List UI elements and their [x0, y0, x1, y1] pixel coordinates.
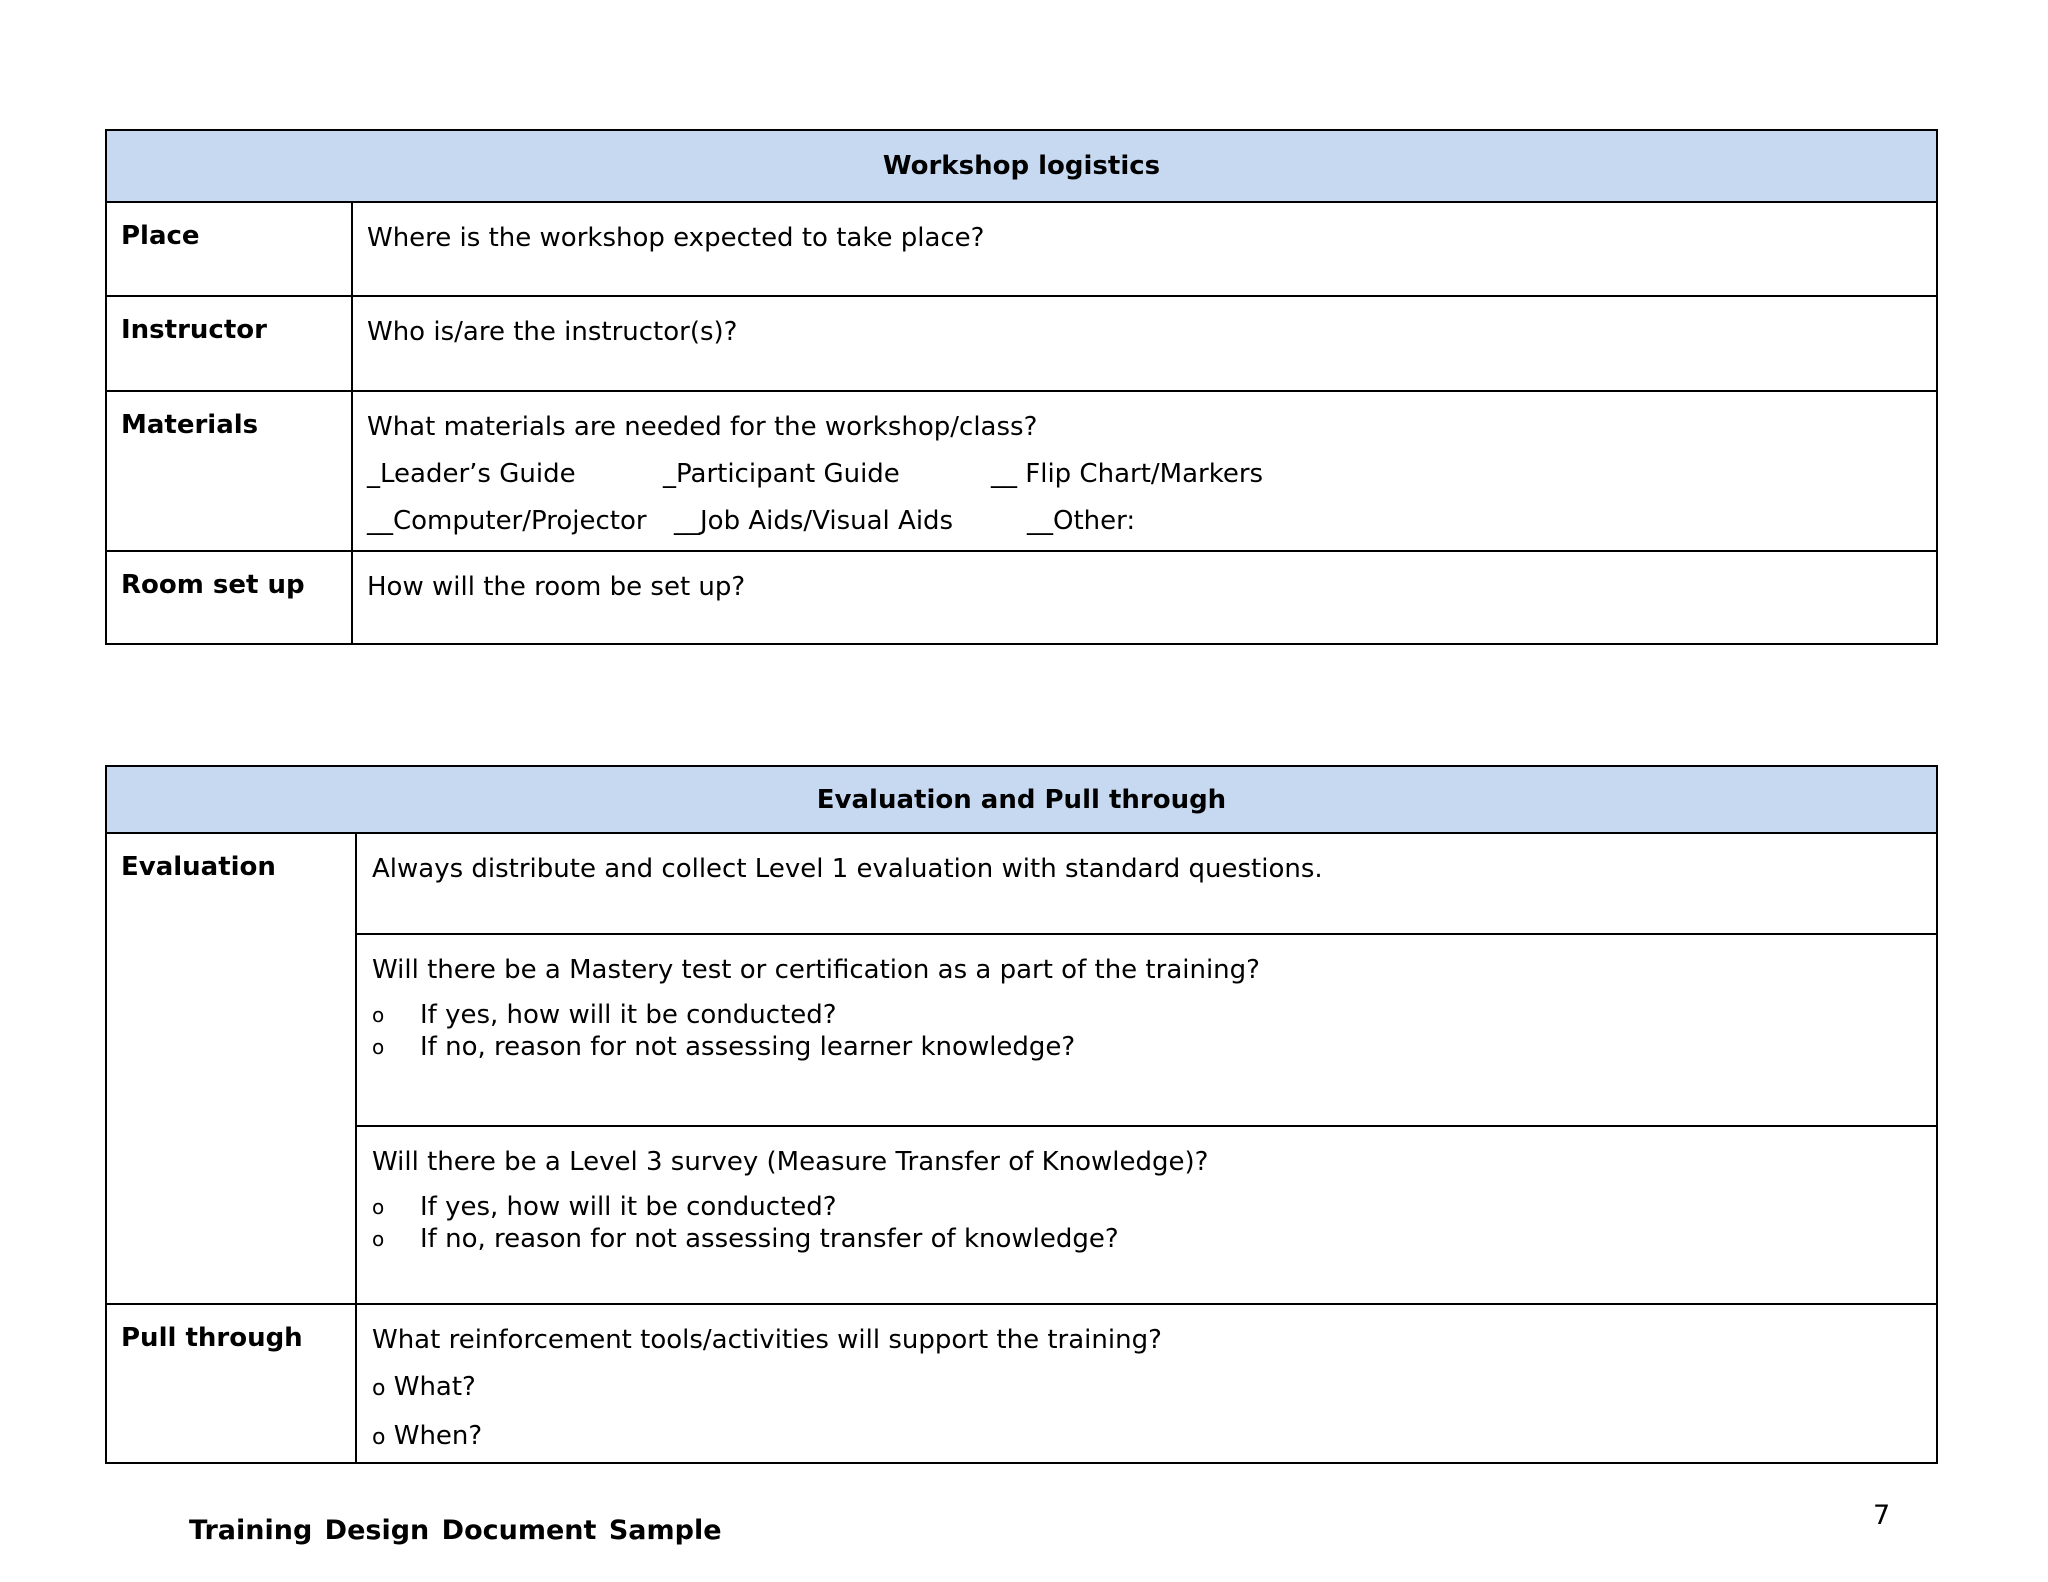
bullet-icon: o	[372, 1425, 386, 1450]
row-value: Who is/are the instructor(s)?	[367, 317, 738, 347]
row-label: Room set up	[107, 552, 353, 643]
row-value: What materials are needed for the workshop/class? _Leader’s Guide _Participant Guide __ Flip Chart/Markers __Computer/Projector __Job Aids/Visual Aids __Other:	[353, 392, 1936, 550]
bullet-icon: o	[372, 1195, 385, 1219]
table-row	[107, 834, 1936, 1305]
table-header: Evaluation and Pull through	[107, 767, 1936, 834]
bullet-list	[372, 999, 1921, 1063]
mastery-cell: Will there be a Mastery test or certification as a part of the training? o If yes, how will it be conducted? o If no, reason for not assessing learner knowledge?	[357, 935, 1936, 1127]
row-value: What reinforcement tools/activities will support the training? o What? o When?	[357, 1305, 1936, 1462]
bullet-list	[372, 1191, 1921, 1255]
bullet-icon: o	[372, 1003, 385, 1027]
table-row	[107, 297, 1936, 392]
materials-option: _Leader’s Guide	[367, 459, 576, 489]
evaluation-subcells	[357, 834, 1936, 1303]
table-header: Workshop logistics	[107, 131, 1936, 203]
materials-option: __ Flip Chart/Markers	[991, 459, 1264, 489]
row-value: How will the room be set up?	[367, 572, 746, 602]
table-row	[107, 1305, 1936, 1462]
list-item: o When?	[372, 1421, 483, 1451]
workshop-logistics-table	[105, 129, 1938, 645]
row-label: Place	[107, 203, 353, 295]
list-item: o What?	[372, 1372, 476, 1402]
bullet-icon: o	[372, 1035, 385, 1059]
materials-option: __Computer/Projector	[367, 506, 647, 536]
table-row	[107, 203, 1936, 297]
table-row	[107, 552, 1936, 643]
table-row	[107, 392, 1936, 552]
materials-option: __Other:	[1027, 506, 1136, 536]
materials-option: _Participant Guide	[663, 459, 900, 489]
materials-options-row	[367, 457, 1922, 491]
list-item: o If yes, how will it be conducted?	[372, 1192, 837, 1222]
materials-options-row	[367, 504, 1922, 538]
list-item: o If yes, how will it be conducted?	[372, 1000, 837, 1030]
list-item: o If no, reason for not assessing transfer of knowledge?	[372, 1224, 1119, 1254]
footer-title: Training Design Document Sample	[189, 1515, 722, 1546]
page-number: 7	[1873, 1500, 1891, 1531]
evaluation-table	[105, 765, 1938, 1464]
bullet-icon: o	[372, 1376, 386, 1401]
row-label: Instructor	[107, 297, 353, 390]
list-item: o If no, reason for not assessing learner knowledge?	[372, 1032, 1076, 1062]
row-label: Evaluation	[107, 834, 357, 1303]
level3-cell: Will there be a Level 3 survey (Measure Transfer of Knowledge)? o If yes, how will it be conducted? o If no, reason for not assessing transfer of knowledge?	[357, 1127, 1936, 1301]
row-value: Where is the workshop expected to take place?	[367, 223, 985, 253]
materials-option: __Job Aids/Visual Aids	[674, 506, 954, 536]
level1-cell: Always distribute and collect Level 1 evaluation with standard questions.	[357, 834, 1936, 935]
bullet-icon: o	[372, 1227, 385, 1251]
row-label: Materials	[107, 392, 353, 550]
row-label: Pull through	[107, 1305, 357, 1462]
